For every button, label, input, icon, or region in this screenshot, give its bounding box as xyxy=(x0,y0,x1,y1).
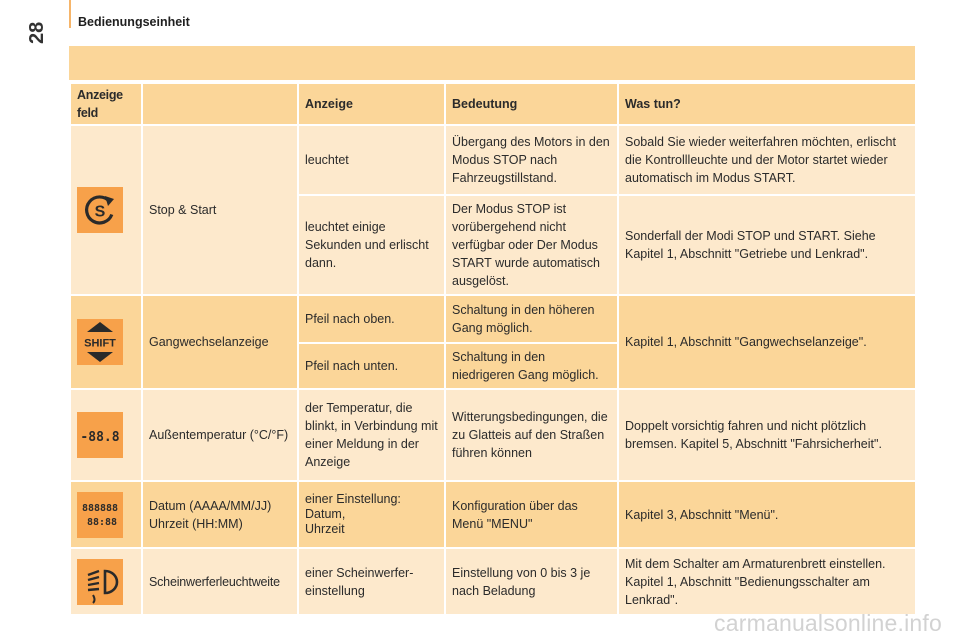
section-title: Bedienungseinheit xyxy=(78,15,190,29)
icon-cell xyxy=(70,125,142,295)
time-icon-text: 88:88 xyxy=(86,516,118,528)
icon-cell xyxy=(70,389,142,481)
temperature-display-icon xyxy=(77,412,123,458)
cell-anzeige: Pfeil nach unten. xyxy=(298,343,445,389)
header-bedeutung: Bedeutung xyxy=(445,83,618,125)
row-name: Gangwechselanzeige xyxy=(142,295,298,389)
icon-cell xyxy=(70,481,142,548)
stop-start-icon xyxy=(77,187,123,233)
cell-was-tun: Kapitel 3, Abschnitt "Menü". xyxy=(618,481,916,548)
cell-was-tun: Mit dem Schalter am Armaturenbrett einstellen. Kapitel 1, Abschnitt "Bedienungsschalter am Lenkrad". xyxy=(618,548,916,615)
table-row xyxy=(70,389,916,481)
cell-anzeige: einer Einstellung: Datum, Uhrzeit xyxy=(298,481,445,548)
headlamp-adjustment-icon xyxy=(77,559,123,605)
header-feld: Anzeige feld xyxy=(70,83,142,125)
icon-cell xyxy=(70,548,142,615)
table-row xyxy=(70,295,916,343)
shift-icon-text: SHIFT xyxy=(84,337,116,350)
cell-bedeutung: Der Modus STOP ist vorübergehend nicht verfügbar oder Der Modus START wurde automatisch ausgelöst. xyxy=(445,195,618,295)
row-name: Scheinwerferleuchtweite xyxy=(142,548,298,615)
header-was-tun: Was tun? xyxy=(618,83,916,125)
watermark-text: carmanualsonline.info xyxy=(714,610,942,636)
cell-bedeutung: Einstellung von 0 bis 3 je nach Beladung xyxy=(445,548,618,615)
table-row xyxy=(70,548,916,615)
cell-bedeutung: Schaltung in den höheren Gang möglich. xyxy=(445,295,618,343)
section-marker-bar xyxy=(69,0,71,28)
table-row xyxy=(70,481,916,548)
row-name: Datum (AAAA/MM/JJ) Uhrzeit (HH:MM) xyxy=(142,481,298,548)
cell-anzeige: leuchtet einige Sekunden und erlischt dann. xyxy=(298,195,445,295)
cell-anzeige: der Temperatur, die blinkt, in Verbindung mit einer Meldung in der Anzeige xyxy=(298,389,445,481)
header-empty xyxy=(142,83,298,125)
table-row xyxy=(70,125,916,195)
temperature-icon-text: -88.8 xyxy=(80,430,120,445)
row-name: Stop & Start xyxy=(142,125,298,295)
cell-anzeige: Pfeil nach oben. xyxy=(298,295,445,343)
row-name: Außentemperatur (°C/°F) xyxy=(142,389,298,481)
cell-bedeutung: Schaltung in den niedrigeren Gang möglich. xyxy=(445,343,618,389)
cell-anzeige: leuchtet xyxy=(298,125,445,195)
cell-anzeige: einer Scheinwerfer-einstellung xyxy=(298,548,445,615)
date-time-display-icon xyxy=(77,492,123,538)
table-header-row xyxy=(70,83,916,125)
cell-bedeutung: Übergang des Motors in den Modus STOP nach Fahrzeugstillstand. xyxy=(445,125,618,195)
cell-bedeutung: Witterungsbedingungen, die zu Glatteis auf den Straßen führen können xyxy=(445,389,618,481)
svg-text:S: S xyxy=(94,203,106,221)
icon-cell xyxy=(70,295,142,389)
table-banner xyxy=(69,46,915,80)
date-icon-text: 888888 xyxy=(81,502,119,514)
shift-indicator-icon xyxy=(77,319,123,365)
header-anzeige: Anzeige xyxy=(298,83,445,125)
cell-was-tun: Doppelt vorsichtig fahren und nicht plötzlich bremsen. Kapitel 5, Abschnitt "Fahrsicherheit". xyxy=(618,389,916,481)
cell-was-tun: Sobald Sie wieder weiterfahren möchten, erlischt die Kontrollleuchte und der Motor startet wieder automatisch im Modus START. xyxy=(618,125,916,195)
cell-was-tun: Sonderfall der Modi STOP und START. Siehe Kapitel 1, Abschnitt "Getriebe und Lenkrad". xyxy=(618,195,916,295)
page-number: 28 xyxy=(26,21,48,44)
cell-was-tun: Kapitel 1, Abschnitt "Gangwechselanzeige". xyxy=(618,295,916,389)
cell-bedeutung: Konfiguration über das Menü "MENU" xyxy=(445,481,618,548)
indicator-table xyxy=(69,82,917,616)
